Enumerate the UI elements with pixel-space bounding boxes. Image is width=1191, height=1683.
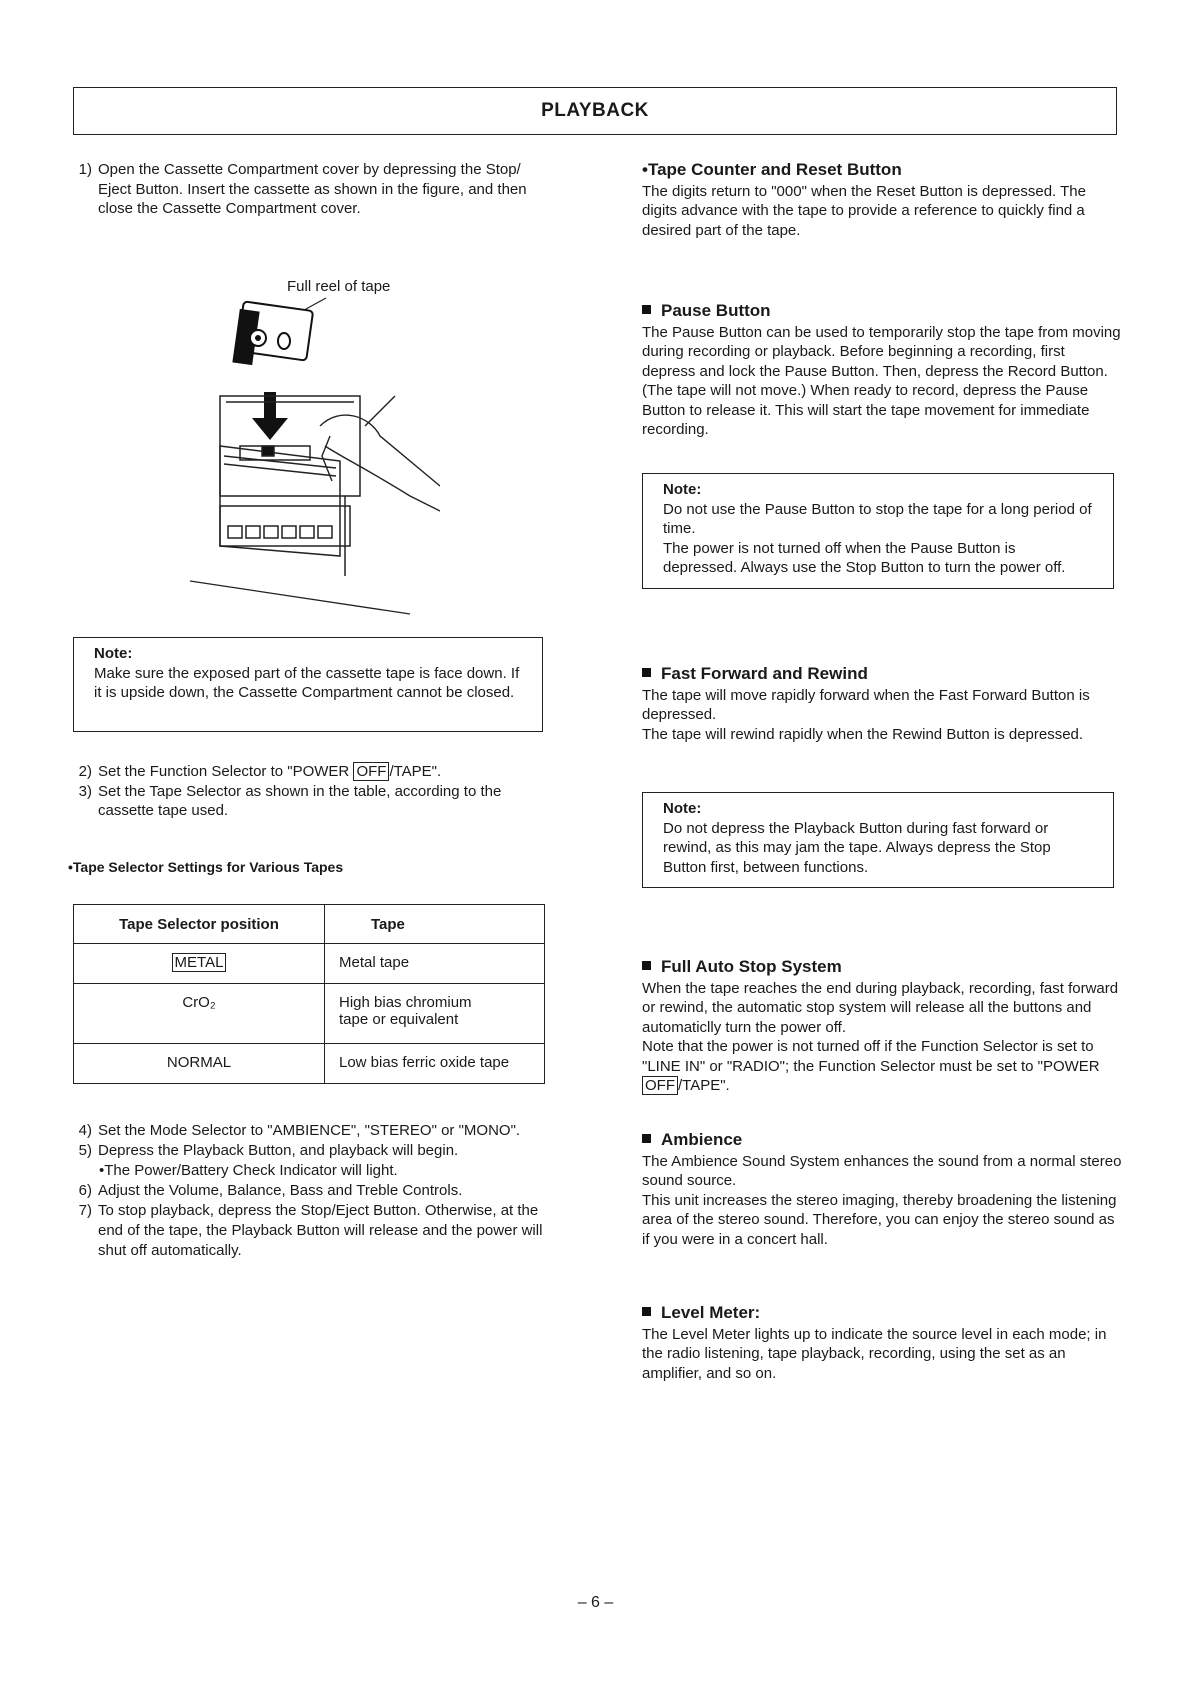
note-box-cassette-orientation	[73, 637, 543, 732]
section-text: The digits return to "000" when the Reset Button is depressed. The digits advance with the tape to provide a reference to quickly find a desired part of the tape.	[642, 182, 1086, 239]
figure-caption: Full reel of tape	[287, 278, 391, 295]
section-heading: •Tape Counter and Reset Button	[642, 160, 902, 179]
section-level-meter	[642, 1303, 1122, 1383]
table-cell-position: NORMAL	[74, 1044, 325, 1084]
table-title: •Tape Selector Settings for Various Tapes	[68, 859, 344, 875]
section-text: The Ambience Sound System enhances the sound from a normal stereo sound source.	[642, 1152, 1122, 1189]
step-text: To stop playback, depress the Stop/Eject Button. Otherwise, at the end of the tape, the Playback Button will release and the power will shut off automatically.	[98, 1202, 543, 1259]
section-text: The tape will rewind rapidly when the Rewind Button is depressed.	[642, 725, 1084, 743]
table-cell-tape: High bias chromium tape or equivalent	[325, 984, 545, 1044]
table-cell-tape: Low bias ferric oxide tape	[325, 1044, 545, 1084]
down-arrow-icon	[252, 392, 288, 440]
note-text: Do not use the Pause Button to stop the tape for a long period of time.	[663, 500, 1092, 537]
section-text: The tape will move rapidly forward when the Fast Forward Button is depressed.	[642, 686, 1090, 723]
square-bullet-icon	[642, 668, 651, 677]
table-cell-position: CrO₂	[74, 984, 325, 1044]
step-5-sub: •The Power/Battery Check Indicator will light.	[99, 1162, 398, 1179]
step-5	[68, 1141, 548, 1161]
section-text: The Pause Button can be used to temporarily stop the tape from moving during recording or playback. Before beginning a recording, first depress and lock the Pause Button. Then, depress the Record Button. (The tape will not move.) When ready to record, depress the Pause Button to release it. This will start the tape movement for immediate recording.	[642, 323, 1121, 438]
step-number: 5)	[78, 1142, 92, 1159]
note-label: Note:	[94, 645, 133, 662]
section-tape-counter	[642, 160, 1122, 240]
step-7	[68, 1201, 548, 1261]
step-text: Set the Mode Selector to "AMBIENCE", "STEREO" or "MONO".	[98, 1122, 521, 1139]
section-full-auto-stop	[642, 957, 1122, 1096]
note-box-pause	[642, 473, 1114, 589]
table-header-row	[74, 905, 545, 944]
section-heading: Full Auto Stop System	[642, 957, 1122, 977]
steps-2-3	[68, 762, 548, 821]
page-number: – 6 –	[577, 1594, 614, 1611]
table-row	[74, 944, 545, 984]
step-number: 1)	[78, 161, 92, 178]
step-number: 2)	[78, 763, 92, 780]
step-4	[68, 1121, 548, 1141]
note-text: Do not depress the Playback Button during fast forward or rewind, as this may jam the tape. Always depress the Stop Button first, between functions.	[663, 819, 1051, 876]
table-header: Tape	[325, 905, 545, 944]
section-ambience	[642, 1130, 1122, 1249]
square-bullet-icon	[642, 961, 651, 970]
off-label-boxed: OFF	[642, 1076, 678, 1095]
section-heading: Ambience	[642, 1130, 1122, 1150]
step-number: 4)	[78, 1122, 92, 1139]
cassette-deck-icon	[220, 396, 360, 576]
note-label: Note:	[663, 800, 702, 817]
note-box-fast-forward	[642, 792, 1114, 888]
square-bullet-icon	[642, 1134, 651, 1143]
step-text: Set the Tape Selector as shown in the table, according to the cassette tape used.	[98, 782, 502, 819]
section-pause-button	[642, 301, 1122, 440]
step-1	[68, 160, 548, 219]
off-label-boxed: OFF	[353, 762, 389, 781]
square-bullet-icon	[642, 305, 651, 314]
table-cell-tape: Metal tape	[325, 944, 545, 984]
step-2	[68, 762, 548, 782]
note-text: Make sure the exposed part of the cassette tape is face down. If it is upside down, the Cassette Compartment cannot be closed.	[94, 664, 520, 701]
table-row	[74, 984, 545, 1044]
page-title-box	[73, 87, 1117, 135]
section-text: This unit increases the stereo imaging, thereby broadening the listening area of the stereo sound. Therefore, you can enjoy the stereo sound as if you were in a concert hall.	[642, 1191, 1117, 1248]
cassette-insertion-illustration	[180, 296, 440, 616]
steps-4-7	[68, 1121, 548, 1261]
table-header: Tape Selector position	[74, 905, 325, 944]
step-6	[68, 1181, 548, 1201]
table-cell-position: METAL	[74, 944, 325, 984]
step-text: Set the Function Selector to "POWER OFF /TAPE".	[98, 763, 442, 780]
section-text: The Level Meter lights up to indicate the source level in each mode; in the radio listening, tape playback, recording, using the set as an amplifier, and so on.	[642, 1325, 1107, 1382]
table-row	[74, 1044, 545, 1084]
section-text: Note that the power is not turned off if the Function Selector is set to "LINE IN" or "RADIO"; the Function Selector must be set to "POWER OFF /TAPE".	[642, 1038, 1100, 1094]
tape-selector-table	[73, 904, 545, 1084]
section-heading: Fast Forward and Rewind	[642, 664, 1122, 684]
page-title: PLAYBACK	[541, 100, 649, 121]
cassette-icon	[232, 301, 313, 365]
step-number: 3)	[78, 782, 92, 800]
section-heading: Pause Button	[642, 301, 1122, 321]
step-number: 6)	[78, 1182, 92, 1199]
section-text: When the tape reaches the end during playback, recording, fast forward or rewind, the automatic stop system will release all the buttons and automaticlly turn the power off.	[642, 979, 1119, 1036]
hand-illustration	[320, 396, 440, 511]
note-text: The power is not turned off when the Pause Button is depressed. Always use the Stop Button to turn the power off.	[663, 539, 1066, 576]
step-number: 7)	[78, 1202, 92, 1219]
step-3	[68, 782, 548, 821]
baseline-line	[190, 581, 410, 614]
square-bullet-icon	[642, 1307, 651, 1316]
step-text: Open the Cassette Compartment cover by depressing the Stop/ Eject Button. Insert the cassette as shown in the figure, and then close the Cassette Compartment cover.	[98, 161, 527, 217]
section-fast-forward-rewind	[642, 664, 1122, 744]
section-heading: Level Meter:	[642, 1303, 1122, 1323]
step-text: Depress the Playback Button, and playback will begin.	[98, 1142, 459, 1159]
step-text: Adjust the Volume, Balance, Bass and Treble Controls.	[98, 1182, 463, 1199]
note-label: Note:	[663, 481, 702, 498]
